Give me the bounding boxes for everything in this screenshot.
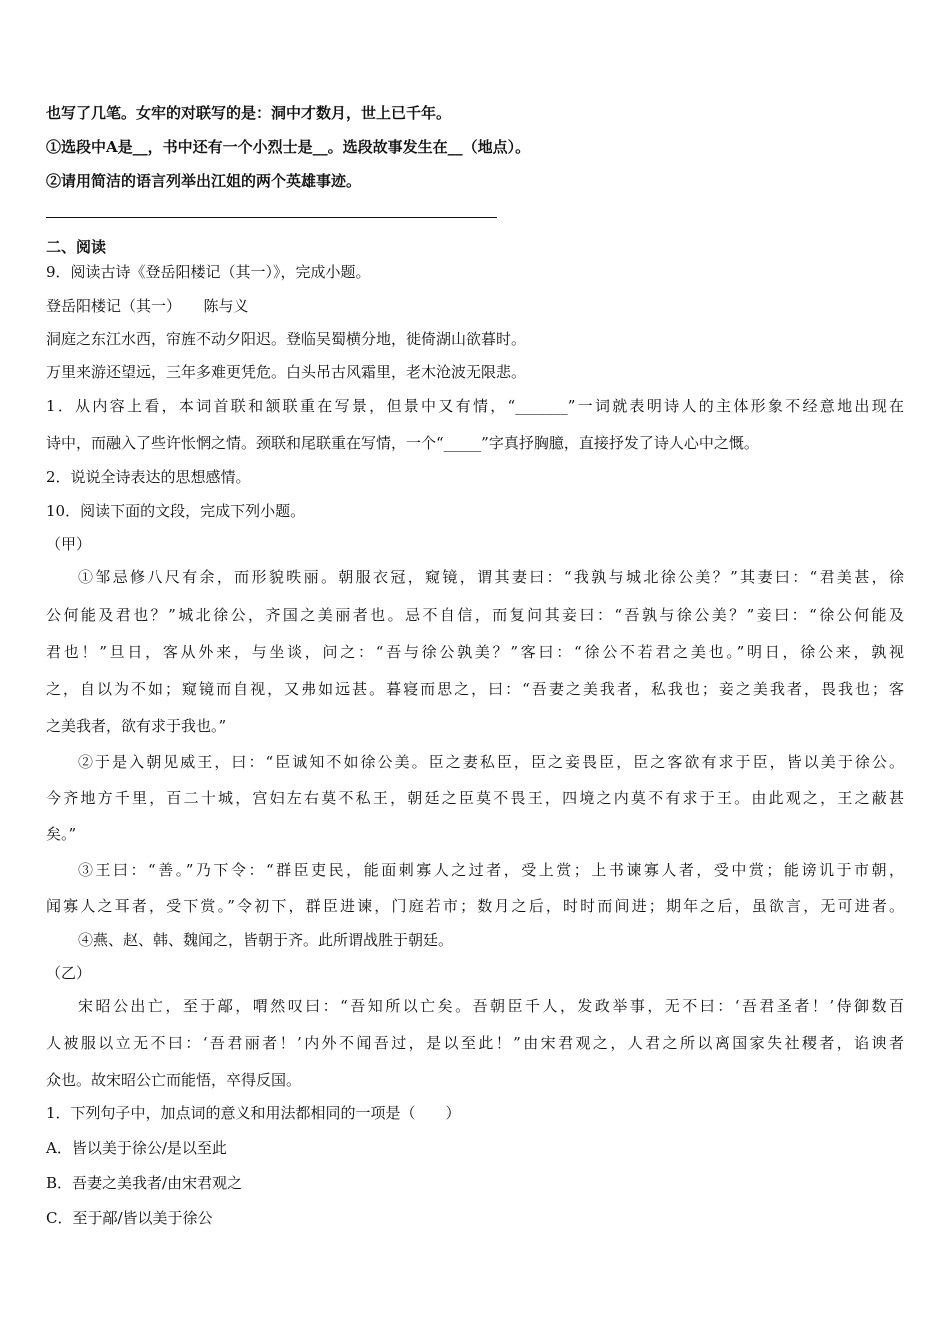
passage-line: ②于是入朝见威王，曰：“臣诚知不如徐公美。臣之妻私臣，臣之妾畏臣，臣之客欲有求于臣，皆以美于徐公。	[78, 753, 904, 771]
mcq-option-a: A．皆以美于徐公/是以至此	[46, 1139, 227, 1157]
passage-line: ①邹忌修八尺有余，而形貌昳丽。朝服衣冠，窥镜，谓其妻曰：“我孰与城北徐公美？”其妻曰：“君美甚，徐	[78, 568, 904, 586]
mcq-option-b: B．吾妻之美我者/由宋君观之	[46, 1174, 243, 1192]
passage-line: 众也。故宋昭公亡而能悟，卒得反国。	[46, 1071, 302, 1089]
poem-line: 万里来游还望远，三年多难更凭危。白头吊古风霜里，老木沧波无限悲。	[46, 363, 527, 381]
passage-line: 人被服以立无不曰：‘吾君丽者！’内外不闻吾过，是以至此！”由宋君观之，人君之所以离国家失社稷者，谄谀者	[46, 1034, 904, 1052]
passage-line: 矣。”	[46, 825, 77, 843]
q9-intro: 9．阅读古诗《登岳阳楼记（其一）》，完成小题。	[46, 263, 371, 281]
question-1: ①选段中A是__，书中还有一个小烈士是__。选段故事发生在__（地点）。	[46, 138, 531, 156]
text-line: 也写了几笔。女牢的对联写的是：洞中才数月，世上已千年。	[46, 104, 452, 122]
question-2: ②请用简洁的语言列举出江姐的两个英雄事迹。	[46, 172, 362, 190]
q9-sub1: 1．从内容上看，本词首联和颔联重在写景，但景中又有情，“_______”一词就表明诗人的主体形象不经意地出现在	[46, 397, 904, 415]
passage-line: ③王曰：“善。”乃下令：“群臣吏民，能面刺寡人之过者，受上赏；上书谏寡人者，受中赏；能谤讥于市朝，	[78, 861, 904, 879]
poem-line: 洞庭之东江水西，帘旌不动夕阳迟。登临吴蜀横分地，徙倚湖山欲暮时。	[46, 330, 527, 348]
q9-sub1-cont: 诗中，而融入了些许怅惘之情。颈联和尾联重在写情，一个“_____”字真抒胸臆，直接抒发了诗人心中之慨。	[46, 434, 759, 452]
mcq-option-c: C．至于鄗/皆以美于徐公	[46, 1209, 213, 1227]
q9-sub2: 2．说说全诗表达的思想感情。	[46, 468, 251, 486]
poem-title: 登岳阳楼记（其一） 陈与义	[46, 297, 249, 315]
q10-intro: 10．阅读下面的文段，完成下列小题。	[46, 502, 306, 520]
answer-line	[46, 217, 497, 218]
passage-label-yi: （乙）	[46, 964, 92, 982]
passage-line: 君也！”旦日，客从外来，与坐谈，问之：“吾与徐公孰美？”客曰：“徐公不若君之美也。”明日，徐公来，孰视	[46, 643, 904, 661]
passage-line: 之，自以为不如；窥镜而自视，又弗如远甚。暮寝而思之，曰：“吾妻之美我者，私我也；妾之美我者，畏我也；客	[46, 680, 904, 698]
mcq-stem: 1．下列句子中，加点词的意义和用法都相同的一项是（ ）	[46, 1104, 461, 1122]
passage-line: 闻寡人之耳者，受下赏。”令初下，群臣进谏，门庭若市；数月之后，时时而间进；期年之后，虽欲言，无可进者。	[46, 897, 904, 915]
passage-line: ④燕、赵、韩、魏闻之，皆朝于齐。此所谓战胜于朝廷。	[78, 931, 454, 949]
passage-label-jia: （甲）	[46, 535, 92, 553]
passage-line: 宋昭公出亡，至于鄗，喟然叹曰：“吾知所以亡矣。吾朝臣千人，发政举事，无不曰：‘吾君圣者！’侍御数百	[78, 997, 904, 1015]
passage-line: 今齐地方千里，百二十城，宫妇左右莫不私王，朝廷之臣莫不畏王，四境之内莫不有求于王。由此观之，王之蔽甚	[46, 789, 904, 807]
passage-line: 公何能及君也？”城北徐公，齐国之美丽者也。忌不自信，而复问其妾曰：“吾孰与徐公美？”妾曰：“徐公何能及	[46, 606, 904, 624]
section-heading: 二、阅读	[46, 238, 107, 256]
passage-line: 之美我者，欲有求于我也。”	[46, 717, 227, 735]
